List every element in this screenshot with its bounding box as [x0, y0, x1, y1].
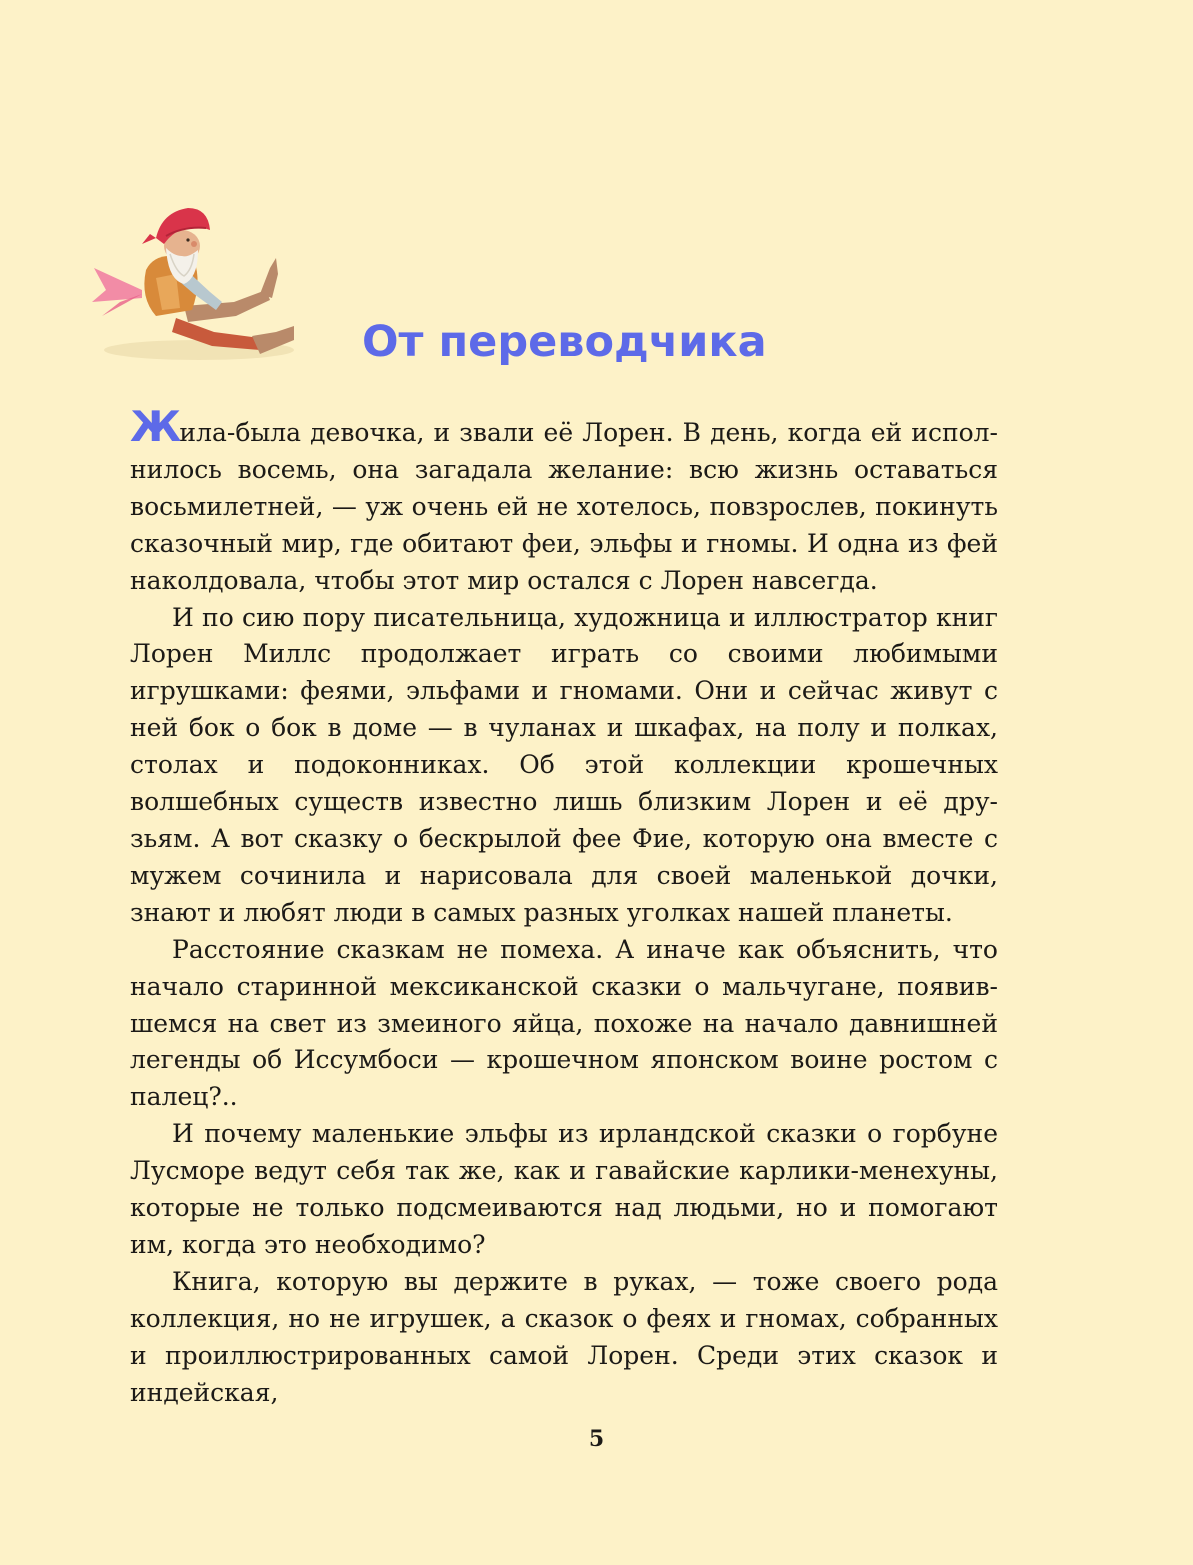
paragraph-1-text: ила-была девочка, и звали её Лорен. В день, когда ей исполнилось восемь, она загадала желание: всю жизнь оставаться восьмилетней, — уж очень ей не хотелось, повзрослев, покинуть сказочный мир, где обитают феи, эльфы и гномы. И одна из фей наколдовала, чтобы этот мир остался с Лорен навсегда. — [130, 418, 998, 595]
page-title: От переводчика — [362, 317, 767, 367]
paragraph-1 — [130, 402, 998, 600]
page-number: 5 — [588, 1426, 605, 1452]
body-text — [130, 402, 998, 1411]
paragraph-3: Расстояние сказкам не помеха. А иначе как объяснить, что начало старинной мексиканской сказки о мальчугане, появившемся на свет из змеиного яйца, похоже на начало давнишней легенды об Иссумбоси — крошечном японском воине ростом с палец?.. — [130, 934, 998, 1112]
paragraph-2: И по сию пору писательница, художница и иллюстратор книг Лорен Миллс продолжает играть со своими любимыми игрушками: феями, эльфами и гномами. Они и сейчас живут с ней бок о бок в доме — в чуланах и шкафах, на полу и полках, столах и подоконниках. Об этой коллекции крошечных волшебных существ известно лишь близким Лорен и её друзьям. А вот сказку о бескрылой фее Фие, которую она вместе с мужем сочинила и нарисовала для своей маленькой дочки, знают и любят люди в самых разных уголках нашей планеты. — [130, 602, 998, 927]
paragraph-5: Книга, которую вы держите в руках, — тоже своего рода коллекция, но не игрушек, а сказок о феях и гномах, собранных и проиллюстрированных самой Лорен. Среди этих сказок и индейская, — [130, 1266, 998, 1407]
gnome-illustration-icon — [84, 198, 304, 368]
paragraph-4: И почему маленькие эльфы из ирландской сказки о горбуне Лусморе ведут себя так же, как и гавайские карлики-менехуны, которые не только подсмеиваются над людьми, но и помогают им, когда это необходимо? — [130, 1119, 998, 1259]
gnome-drawing — [84, 198, 304, 368]
dropcap-letter: Ж — [130, 402, 180, 451]
